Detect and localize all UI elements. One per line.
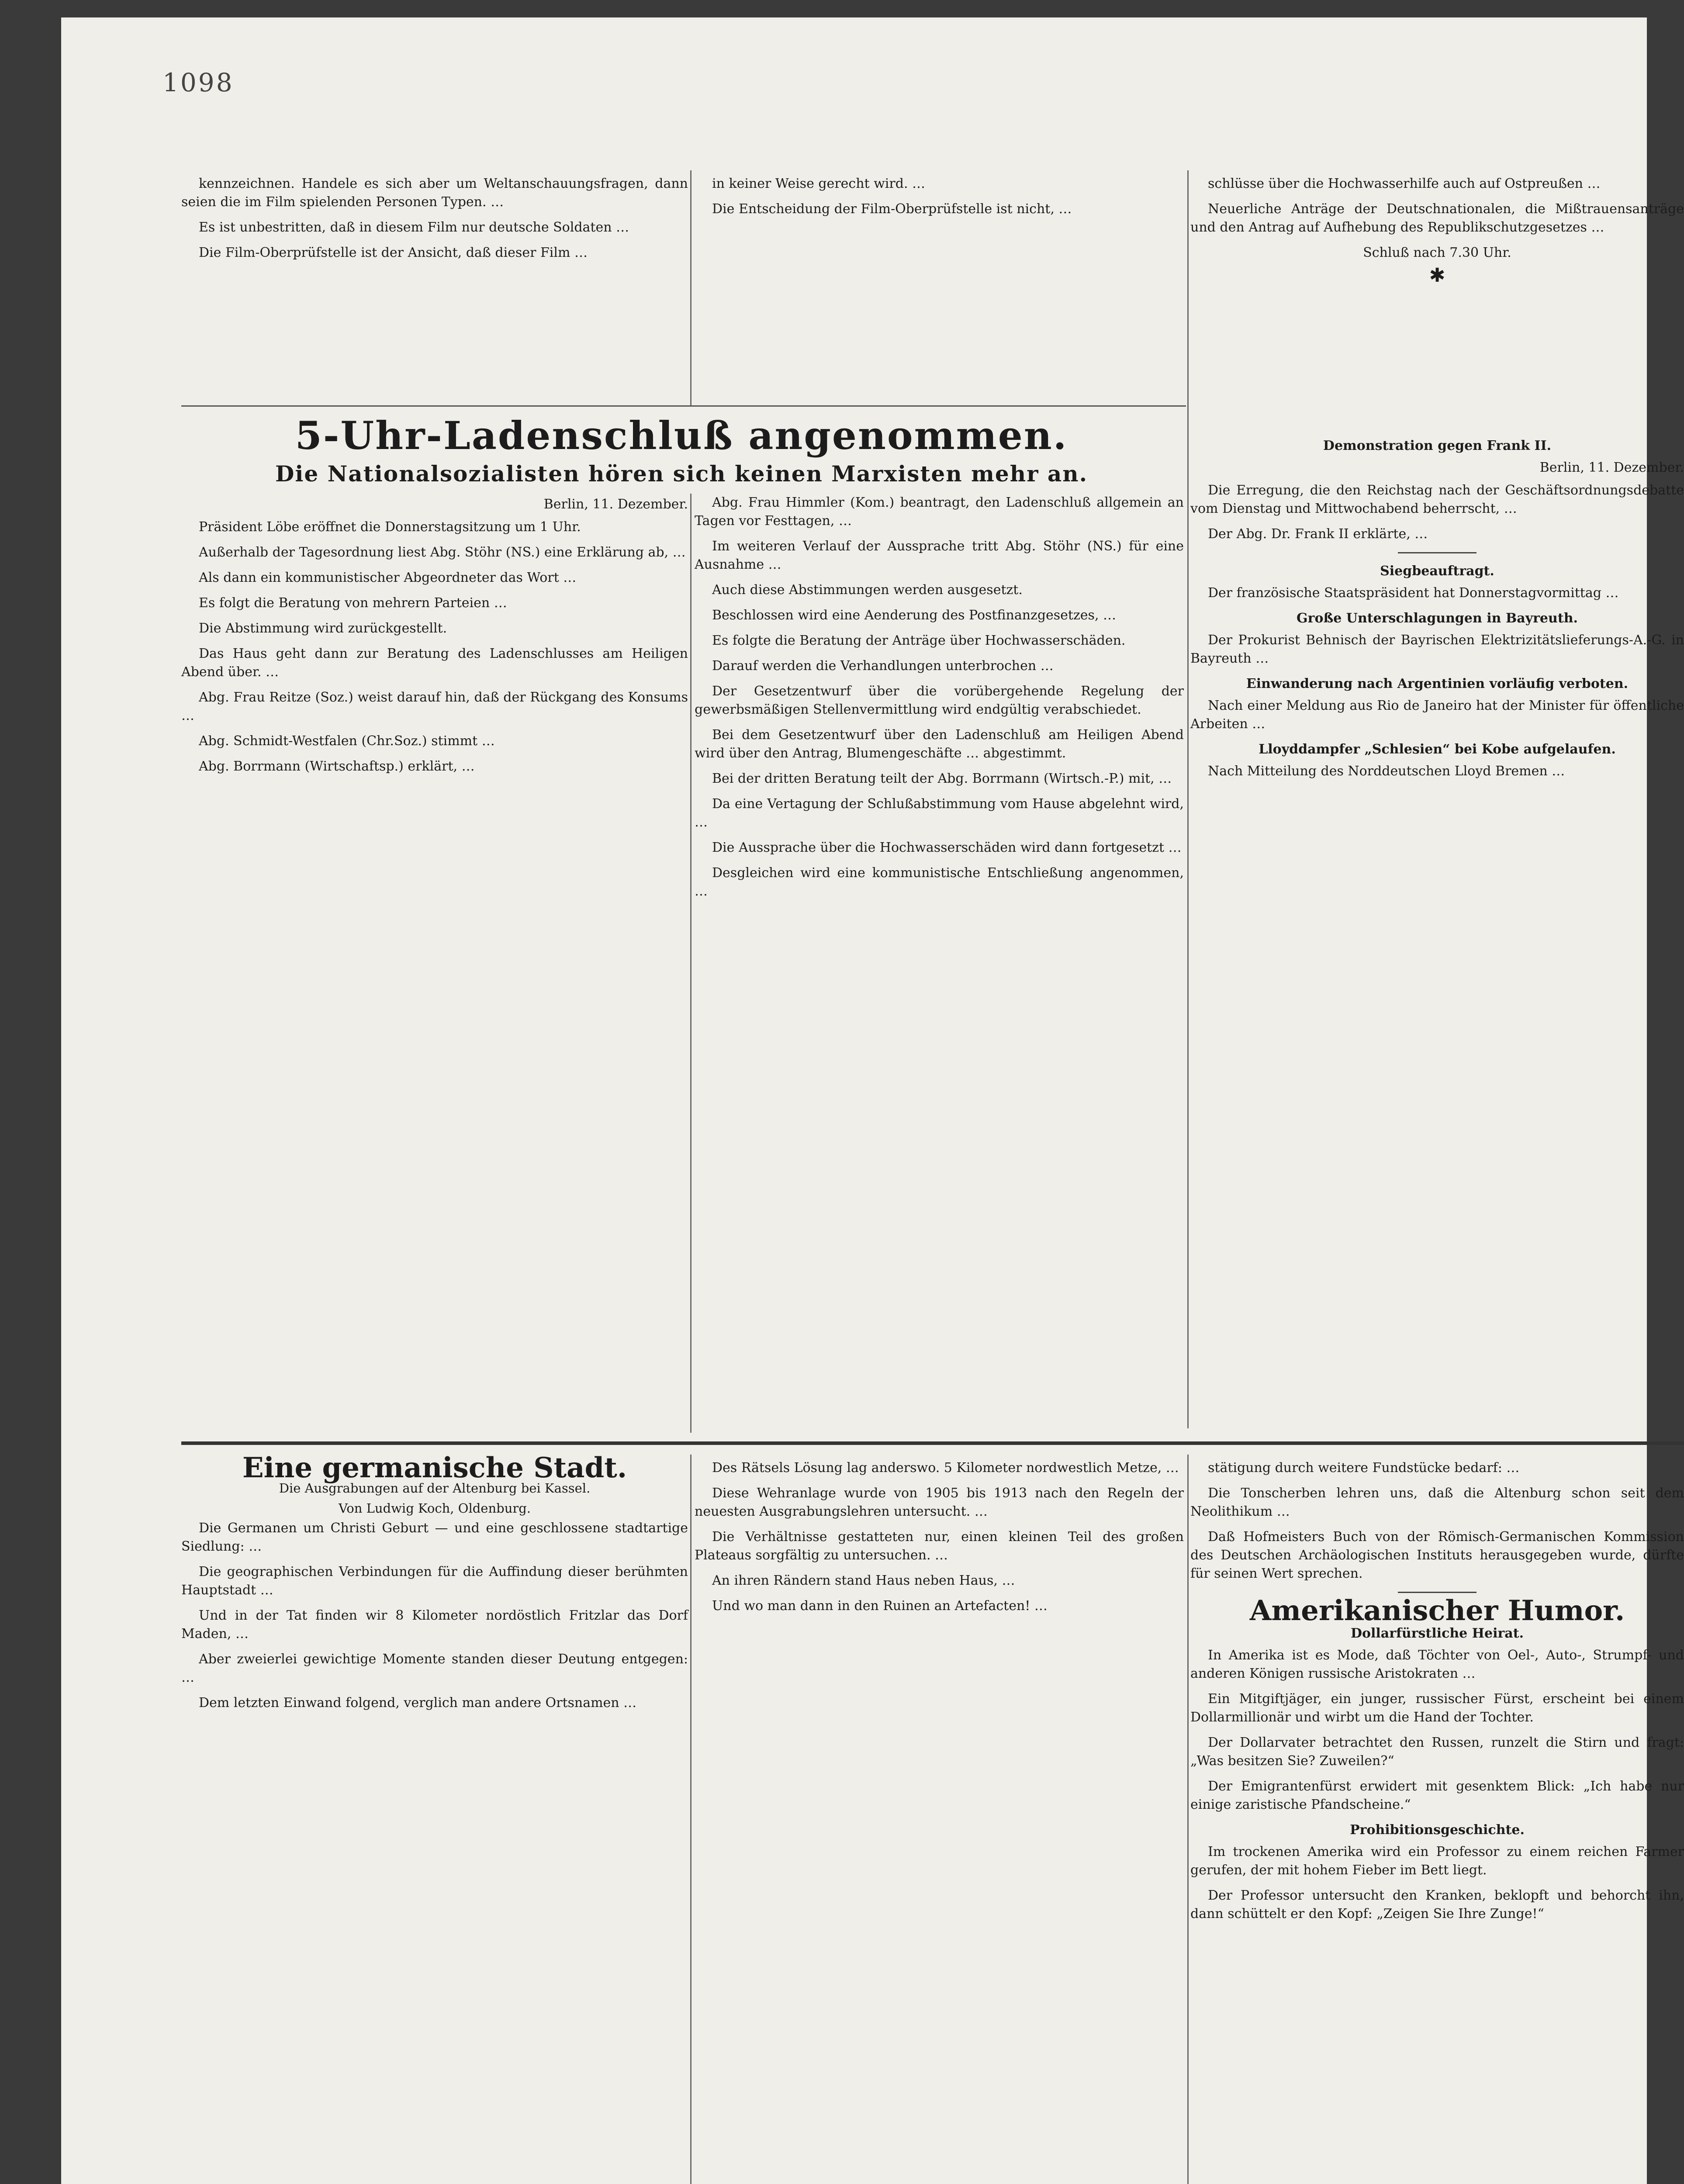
paragraph: Die Erregung, die den Reichstag nach der Geschäftsordnungsdebatte vom Dienstag und Mittwochabend beherrscht, … <box>1190 483 1684 516</box>
asterisk-divider: ✱ <box>1429 264 1445 287</box>
feature-col-1 <box>181 1451 688 2184</box>
paragraph: Abg. Frau Reitze (Soz.) weist darauf hin, daß der Rückgang des Konsums … <box>181 690 688 723</box>
main-col-1 <box>181 494 688 1433</box>
newspaper-page <box>61 17 1684 2184</box>
section-heading: Siegbeauftragt. <box>1380 563 1494 579</box>
section-rule <box>181 405 1186 407</box>
paragraph: Nach Mitteilung des Norddeutschen Lloyd Bremen … <box>1208 764 1565 779</box>
page-number: 1098 <box>163 68 234 97</box>
paragraph: Abg. Frau Himmler (Kom.) beantragt, den Ladenschluß allgemein an Tagen vor Festtagen, … <box>695 495 1184 529</box>
paragraph: Und wo man dann in den Ruinen an Artefacten! … <box>712 1598 1048 1614</box>
paragraph: Außerhalb der Tagesordnung liest Abg. Stöhr (NS.) eine Erklärung ab, … <box>199 545 686 560</box>
paragraph: Die Germanen um Christi Geburt — und eine geschlossene stadtartige Siedlung: … <box>181 1521 688 1554</box>
paragraph: Die Tonscherben lehren uns, daß die Altenburg schon seit dem Neolithikum … <box>1190 1486 1684 1519</box>
main-col-2 <box>695 494 1184 1433</box>
column-rule <box>690 170 692 406</box>
paragraph: Die Aussprache über die Hochwasserschäden wird dann fortgesetzt … <box>712 840 1182 855</box>
dateline: Berlin, 11. Dezember. <box>1539 460 1684 475</box>
feature-byline: Von Ludwig Koch, Oldenburg. <box>338 1501 531 1516</box>
paragraph: In Amerika ist es Mode, daß Töchter von Oel-, Auto-, Strumpf- und anderen Königen russische Aristokraten … <box>1190 1648 1684 1681</box>
paragraph: Abg. Borrmann (Wirtschaftsp.) erklärt, … <box>199 759 475 774</box>
feature-headline: Eine germanische Stadt. <box>242 1451 627 1484</box>
paragraph: Nach einer Meldung aus Rio de Janeiro hat der Minister für öffentliche Arbeiten … <box>1190 698 1684 732</box>
paragraph: Daß Hofmeisters Buch von der Römisch-Germanischen Kommission des Deutschen Archäologischen Instituts herausgegeben wurde, dürfte für seinen Wert sprechen. <box>1190 1529 1684 1581</box>
main-headline: 5-Uhr-Ladenschluß angenommen. <box>295 413 1068 458</box>
top-col-3 <box>1190 175 1684 428</box>
section-heading: Große Unterschlagungen in Bayreuth. <box>1297 611 1578 626</box>
main-subheadline: Die Nationalsozialisten hören sich keinen Marxisten mehr an. <box>275 461 1088 487</box>
top-col-1 <box>181 175 688 402</box>
section-heading: Einwanderung nach Argentinien vorläufig verboten. <box>1246 676 1629 691</box>
feature-col-2 <box>695 1459 1184 2184</box>
paragraph: Die Entscheidung der Film-Oberprüfstelle ist nicht, … <box>712 201 1072 217</box>
paragraph: Der Emigrantenfürst erwidert mit gesenktem Blick: „Ich habe nur einige zaristische Pfandscheine.“ <box>1190 1779 1684 1812</box>
paragraph: Ein Mitgiftjäger, ein junger, russischer Fürst, erscheint bei einem Dollarmillionär und wirbt um die Hand der Tochter. <box>1190 1691 1684 1725</box>
dateline: Berlin, 11. Dezember. <box>543 497 688 512</box>
paragraph: Im trockenen Amerika wird ein Professor zu einem reichen Farmer gerufen, der mit hohem Fieber im Bett liegt. <box>1190 1844 1684 1878</box>
paragraph: stätigung durch weitere Fundstücke bedarf: … <box>1208 1460 1520 1476</box>
paragraph: Desgleichen wird eine kommunistische Entschließung angenommen, … <box>695 865 1184 899</box>
paragraph: Abg. Schmidt-Westfalen (Chr.Soz.) stimmt … <box>199 733 495 749</box>
paragraph: Des Rätsels Lösung lag anderswo. 5 Kilometer nordwestlich Metze, … <box>712 1460 1179 1476</box>
paragraph: kennzeichnen. Handele es sich aber um Weltanschauungsfragen, dann seien die im Film spielenden Personen Typen. … <box>181 176 688 210</box>
top-col-2 <box>695 175 1184 402</box>
column-rule <box>690 494 692 1433</box>
paragraph: Und in der Tat finden wir 8 Kilometer nordöstlich Fritzlar das Dorf Maden, … <box>181 1608 688 1641</box>
paragraph: Der Gesetzentwurf über die vorübergehende Regelung der gewerbsmäßigen Stellenvermittlung wird endgültig verabschiedet. <box>695 684 1184 717</box>
paragraph: Das Haus geht dann zur Beratung des Ladenschlusses am Heiligen Abend über. … <box>181 646 688 680</box>
paragraph: Der französische Staatspräsident hat Donnerstagvormittag … <box>1208 585 1619 601</box>
main-col-3 <box>1190 432 1684 1433</box>
feature-subheadline: Die Ausgrabungen auf der Altenburg bei Kassel. <box>279 1481 591 1496</box>
paragraph: Neuerliche Anträge der Deutschnationalen, die Mißtrauensanträge und den Antrag auf Aufhebung des Republikschutzgesetzes … <box>1190 201 1684 235</box>
paragraph: Es ist unbestritten, daß in diesem Film nur deutsche Soldaten … <box>199 220 629 235</box>
paragraph: Es folgte die Beratung der Anträge über Hochwasserschäden. <box>712 633 1126 648</box>
paragraph: Bei der dritten Beratung teilt der Abg. Borrmann (Wirtsch.-P.) mit, … <box>712 771 1172 786</box>
paragraph: Da eine Vertagung der Schlußabstimmung vom Hause abgelehnt wird, … <box>695 796 1184 830</box>
section-heading: Demonstration gegen Frank II. <box>1323 438 1552 453</box>
paragraph: schlüsse über die Hochwasserhilfe auch auf Ostpreußen … <box>1208 176 1601 191</box>
paragraph: Dem letzten Einwand folgend, verglich man andere Ortsnamen … <box>199 1695 637 1711</box>
story-title: Prohibitionsgeschichte. <box>1350 1822 1525 1838</box>
paragraph: Der Prokurist Behnisch der Bayrischen Elektrizitätslieferungs-A.-G. in Bayreuth … <box>1190 632 1684 666</box>
section-heading: Lloyddampfer „Schlesien“ bei Kobe aufgelaufen. <box>1259 742 1616 757</box>
paragraph: Der Professor untersucht den Kranken, beklopft und behorcht ihn, dann schüttelt er den Kopf: „Zeigen Sie Ihre Zunge!“ <box>1190 1888 1684 1921</box>
divider <box>1398 1592 1477 1593</box>
paragraph: Der Dollarvater betrachtet den Russen, runzelt die Stirn und fragt: „Was besitzen Sie? Zuweilen?“ <box>1190 1735 1684 1769</box>
feature-col-3 <box>1190 1459 1684 2184</box>
paragraph: Diese Wehranlage wurde von 1905 bis 1913 nach den Regeln der neuesten Ausgrabungslehren untersucht. … <box>695 1486 1184 1519</box>
paragraph: Aber zweierlei gewichtige Momente standen dieser Deutung entgegen: … <box>181 1652 688 1685</box>
humor-headline: Amerikanischer Humor. <box>1249 1594 1625 1627</box>
paragraph: in keiner Weise gerecht wird. … <box>712 176 926 191</box>
section-rule <box>181 1441 1684 1445</box>
divider <box>1398 552 1477 553</box>
column-rule <box>1187 1455 1189 2184</box>
paragraph: Es folgt die Beratung von mehrern Parteien … <box>199 595 507 611</box>
closing-line: Schluß nach 7.30 Uhr. <box>1363 245 1511 260</box>
column-rule <box>1187 170 1189 1428</box>
paragraph: Präsident Löbe eröffnet die Donnerstagsitzung um 1 Uhr. <box>199 519 581 535</box>
paragraph: Die Abstimmung wird zurückgestellt. <box>199 621 447 636</box>
paragraph: Die Film-Oberprüfstelle ist der Ansicht, daß dieser Film … <box>199 245 588 260</box>
paragraph: Im weiteren Verlauf der Aussprache tritt Abg. Stöhr (NS.) für eine Ausnahme … <box>695 539 1184 572</box>
paragraph: Die Verhältnisse gestatteten nur, einen kleinen Teil des großen Plateaus sorgfältig zu untersuchen. … <box>695 1529 1184 1563</box>
paragraph: Beschlossen wird eine Aenderung des Postfinanzgesetzes, … <box>712 608 1117 623</box>
paragraph: An ihren Rändern stand Haus neben Haus, … <box>712 1573 1015 1588</box>
paragraph: Auch diese Abstimmungen werden ausgesetzt. <box>712 582 1023 598</box>
paragraph: Darauf werden die Verhandlungen unterbrochen … <box>712 658 1054 674</box>
paragraph: Der Abg. Dr. Frank II erklärte, … <box>1208 526 1428 542</box>
paragraph: Die geographischen Verbindungen für die Auffindung dieser berühmten Hauptstadt … <box>181 1564 688 1598</box>
paragraph: Bei dem Gesetzentwurf über den Ladenschluß am Heiligen Abend wird über den Antrag, Blumengeschäfte … abgestimmt. <box>695 727 1184 761</box>
column-rule <box>690 1455 692 2184</box>
story-title: Dollarfürstliche Heirat. <box>1350 1626 1524 1641</box>
paragraph: Als dann ein kommunistischer Abgeordneter das Wort … <box>199 570 577 585</box>
